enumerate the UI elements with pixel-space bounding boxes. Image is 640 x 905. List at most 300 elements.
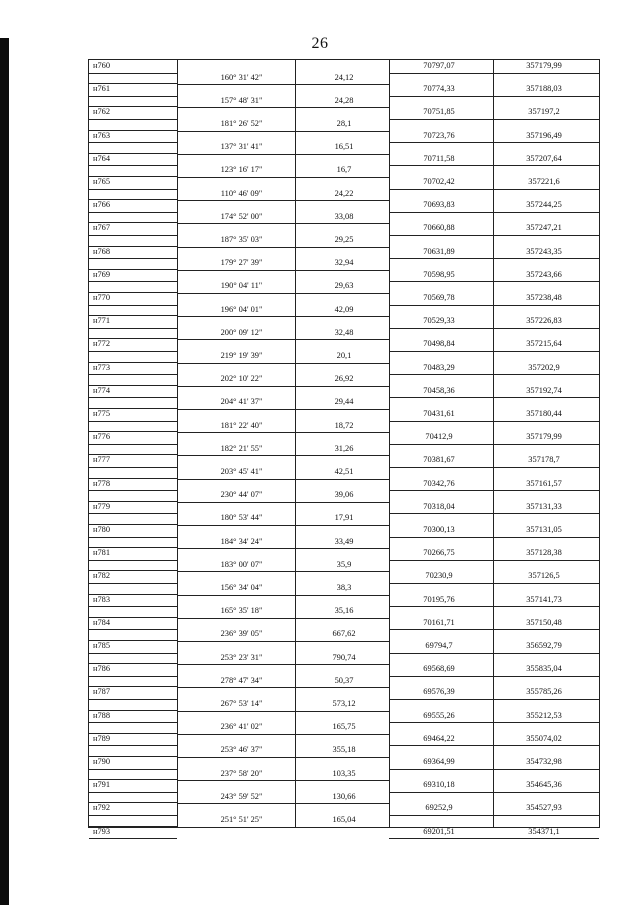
- row-divider: [89, 83, 177, 84]
- point-id: н772: [93, 339, 111, 349]
- row-divider: [389, 73, 599, 74]
- coord-x: 70230,9: [425, 571, 453, 581]
- row-divider: [389, 676, 599, 677]
- row-divider: [89, 315, 177, 316]
- point-id: н787: [93, 687, 111, 697]
- row-divider: [177, 548, 389, 549]
- segment-length: 35,9: [336, 559, 352, 569]
- row-divider: [389, 421, 599, 422]
- segment-length: 26,92: [334, 374, 354, 384]
- point-id: н793: [93, 826, 111, 836]
- coord-x: 70266,75: [423, 548, 455, 558]
- coord-x: 70458,36: [423, 385, 455, 395]
- coord-y: 355074,02: [526, 733, 562, 743]
- row-divider: [389, 467, 599, 468]
- segment-length: 16,7: [336, 165, 352, 175]
- row-divider: [389, 629, 599, 630]
- row-divider: [89, 385, 177, 386]
- row-divider: [89, 501, 177, 502]
- row-divider: [389, 235, 599, 236]
- coord-x: 70723,76: [423, 130, 455, 140]
- coord-y: 357244,25: [526, 200, 562, 210]
- coord-y: 355785,26: [526, 687, 562, 697]
- row-divider: [89, 722, 177, 723]
- coord-y: 357179,99: [526, 61, 562, 70]
- row-divider: [89, 142, 177, 143]
- point-id: н770: [93, 293, 111, 302]
- row-divider: [89, 212, 177, 213]
- direction-angle: 187° 35' 03": [220, 235, 263, 244]
- coord-y: 354645,36: [526, 780, 562, 790]
- row-divider: [89, 606, 177, 607]
- row-divider: [177, 455, 389, 456]
- point-id: н763: [93, 130, 111, 140]
- row-divider: [89, 547, 177, 548]
- coord-x: 69252,9: [425, 803, 453, 813]
- coord-y: 357238,48: [526, 293, 562, 302]
- direction-angle: 253° 46' 37": [220, 745, 263, 755]
- row-divider: [177, 131, 389, 132]
- row-divider: [389, 328, 599, 329]
- direction-angle: 184° 34' 24": [220, 536, 263, 546]
- row-divider: [389, 745, 599, 746]
- direction-angle: 190° 04' 11": [220, 281, 263, 291]
- direction-angle: 181° 22' 40": [220, 420, 263, 430]
- row-divider: [89, 235, 177, 236]
- point-id: н767: [93, 223, 111, 233]
- direction-angle: 165° 35' 18": [220, 606, 263, 616]
- coord-x: 70195,76: [423, 594, 455, 604]
- coord-x: 70381,67: [423, 455, 455, 465]
- coord-y: 354527,93: [526, 803, 562, 813]
- segment-length: 24,12: [334, 72, 354, 82]
- point-id: н784: [93, 617, 111, 627]
- row-divider: [177, 757, 389, 758]
- row-divider: [89, 629, 177, 630]
- row-divider: [89, 676, 177, 677]
- segment-length: 24,28: [334, 95, 354, 105]
- coord-y: 357226,83: [526, 316, 562, 326]
- direction-angle: 137° 31' 41": [220, 142, 263, 152]
- row-divider: [177, 803, 389, 804]
- row-divider: [89, 165, 177, 166]
- row-divider: [177, 339, 389, 340]
- segment-length: 24,22: [334, 188, 354, 198]
- point-id: н779: [93, 501, 111, 511]
- row-divider: [89, 421, 177, 422]
- point-id: н775: [93, 409, 111, 418]
- row-divider: [89, 513, 177, 514]
- segment-length: 20,1: [336, 351, 352, 360]
- segment-length: 39,06: [334, 490, 354, 500]
- row-divider: [389, 165, 599, 166]
- row-divider: [89, 583, 177, 584]
- segment-length: 29,44: [334, 397, 354, 407]
- point-id: н761: [93, 84, 111, 94]
- row-divider: [177, 641, 389, 642]
- row-divider: [177, 780, 389, 781]
- coord-x: 70412,9: [425, 432, 453, 442]
- row-divider: [89, 189, 177, 190]
- row-divider: [89, 653, 177, 654]
- row-divider: [389, 838, 599, 839]
- row-divider: [389, 119, 599, 120]
- coord-x: 70797,07: [423, 61, 455, 70]
- row-divider: [89, 119, 177, 120]
- segment-length: 33,08: [334, 211, 354, 221]
- segment-length: 35,16: [334, 606, 354, 616]
- coord-y: 357197,2: [528, 107, 560, 117]
- row-divider: [89, 826, 177, 827]
- direction-angle: 203° 45' 41": [220, 467, 263, 476]
- coord-x: 69310,18: [423, 780, 455, 790]
- row-divider: [177, 711, 389, 712]
- point-id: н769: [93, 269, 111, 279]
- row-divider: [89, 733, 177, 734]
- row-divider: [389, 444, 599, 445]
- point-id: н765: [93, 177, 111, 186]
- coord-x: 70774,33: [423, 84, 455, 94]
- coord-y: 357243,66: [526, 269, 562, 279]
- row-divider: [177, 84, 389, 85]
- point-id: н785: [93, 641, 111, 650]
- row-divider: [89, 444, 177, 445]
- row-divider: [89, 258, 177, 259]
- row-divider: [89, 269, 177, 270]
- row-divider: [89, 802, 177, 803]
- row-divider: [89, 73, 177, 74]
- segment-length: 18,72: [334, 420, 354, 430]
- segment-length: 17,91: [334, 513, 354, 523]
- row-divider: [89, 374, 177, 375]
- row-divider: [177, 432, 389, 433]
- coord-y: 357131,33: [526, 501, 562, 511]
- row-divider: [89, 305, 177, 306]
- point-id: н789: [93, 733, 111, 743]
- row-divider: [89, 686, 177, 687]
- coord-x: 70711,58: [423, 153, 455, 163]
- row-divider: [389, 374, 599, 375]
- row-divider: [389, 769, 599, 770]
- row-divider: [89, 699, 177, 700]
- row-divider: [89, 756, 177, 757]
- coord-x: 69464,22: [423, 733, 455, 743]
- segment-length: 130,66: [332, 791, 356, 801]
- row-divider: [389, 96, 599, 97]
- segment-length: 29,25: [334, 235, 354, 244]
- row-divider: [389, 189, 599, 190]
- row-divider: [89, 351, 177, 352]
- direction-angle: 196° 04' 01": [220, 304, 263, 314]
- row-divider: [389, 351, 599, 352]
- coord-x: 70598,95: [423, 269, 455, 279]
- row-divider: [89, 478, 177, 479]
- row-divider: [389, 653, 599, 654]
- row-divider: [89, 640, 177, 641]
- coord-y: 357141,73: [526, 594, 562, 604]
- coord-x: 70431,61: [423, 409, 455, 418]
- row-divider: [389, 281, 599, 282]
- point-id: н776: [93, 432, 111, 442]
- row-divider: [389, 258, 599, 259]
- direction-angle: 230° 44' 07": [220, 490, 263, 500]
- row-divider: [89, 96, 177, 97]
- row-divider: [89, 130, 177, 131]
- point-id: н792: [93, 803, 111, 813]
- row-divider: [389, 513, 599, 514]
- scan-edge-shadow: [0, 38, 9, 905]
- direction-angle: 160° 31' 42": [220, 72, 263, 82]
- row-divider: [389, 583, 599, 584]
- direction-angle: 236° 39' 05": [220, 629, 263, 639]
- row-divider: [177, 409, 389, 410]
- row-divider: [89, 222, 177, 223]
- point-id: н783: [93, 594, 111, 604]
- point-id: н786: [93, 664, 111, 674]
- row-divider: [89, 454, 177, 455]
- coord-x: 69794,7: [425, 641, 453, 650]
- row-divider: [389, 722, 599, 723]
- row-divider: [177, 223, 389, 224]
- row-divider: [177, 154, 389, 155]
- row-divider: [89, 246, 177, 247]
- direction-angle: 179° 27' 39": [220, 258, 263, 268]
- direction-angle: 253° 23' 31": [220, 652, 263, 662]
- coord-y: 357202,9: [528, 362, 560, 372]
- coord-y: 357215,64: [526, 339, 562, 349]
- coord-y: 354732,98: [526, 757, 562, 766]
- coord-x: 69201,51: [423, 826, 455, 836]
- row-divider: [177, 525, 389, 526]
- segment-length: 165,04: [332, 815, 356, 824]
- segment-length: 573,12: [332, 699, 356, 708]
- coord-x: 70693,83: [423, 200, 455, 210]
- row-divider: [89, 338, 177, 339]
- row-divider: [89, 838, 177, 839]
- segment-length: 38,3: [336, 583, 352, 592]
- coord-y: 357207,64: [526, 153, 562, 163]
- row-divider: [177, 316, 389, 317]
- direction-angle: 110° 46' 09": [220, 188, 263, 198]
- row-divider: [89, 537, 177, 538]
- row-divider: [89, 490, 177, 491]
- segment-length: 667,62: [332, 629, 356, 639]
- direction-angle: 267° 53' 14": [220, 699, 263, 708]
- row-divider: [89, 362, 177, 363]
- row-divider: [89, 792, 177, 793]
- row-divider: [177, 734, 389, 735]
- segment-length: 32,48: [334, 327, 354, 337]
- row-divider: [389, 815, 599, 816]
- row-divider: [89, 328, 177, 329]
- row-divider: [89, 176, 177, 177]
- direction-angle: 156° 34' 04": [220, 583, 263, 592]
- row-divider: [177, 664, 389, 665]
- coord-y: 357243,35: [526, 246, 562, 256]
- point-id: н773: [93, 362, 111, 372]
- row-divider: [89, 745, 177, 746]
- segment-length: 103,35: [332, 768, 356, 778]
- row-divider: [89, 617, 177, 618]
- row-divider: [89, 397, 177, 398]
- row-divider: [389, 212, 599, 213]
- direction-angle: 174° 52' 00": [220, 211, 263, 221]
- segment-length: 28,1: [336, 119, 352, 128]
- row-divider: [89, 560, 177, 561]
- row-divider: [177, 595, 389, 596]
- coord-y: 357150,48: [526, 617, 562, 627]
- coord-y: 355212,53: [526, 710, 562, 720]
- coord-y: 356592,79: [526, 641, 562, 650]
- coord-x: 69568,69: [423, 664, 455, 674]
- coord-y: 357192,74: [526, 385, 562, 395]
- direction-angle: 202° 10' 22": [220, 374, 263, 384]
- coord-x: 70483,29: [423, 362, 455, 372]
- coord-y: 357179,99: [526, 432, 562, 442]
- direction-angle: 251° 51' 25": [220, 815, 263, 824]
- coord-y: 357188,03: [526, 84, 562, 94]
- coord-x: 70631,89: [423, 246, 455, 256]
- row-divider: [177, 827, 389, 828]
- point-id: н781: [93, 548, 111, 558]
- coord-x: 70751,85: [423, 107, 455, 117]
- coord-x: 69364,99: [423, 757, 455, 766]
- row-divider: [89, 663, 177, 664]
- row-divider: [89, 408, 177, 409]
- point-id: н790: [93, 757, 111, 766]
- coord-y: 357247,21: [526, 223, 562, 233]
- row-divider: [89, 199, 177, 200]
- row-divider: [389, 397, 599, 398]
- direction-angle: 182° 21' 55": [220, 443, 263, 453]
- row-divider: [389, 560, 599, 561]
- segment-length: 31,26: [334, 443, 354, 453]
- row-divider: [177, 571, 389, 572]
- row-divider: [177, 107, 389, 108]
- row-divider: [389, 490, 599, 491]
- row-divider: [177, 502, 389, 503]
- row-divider: [89, 769, 177, 770]
- direction-angle: 237° 58' 20": [220, 768, 263, 778]
- row-divider: [89, 153, 177, 154]
- direction-angle: 183° 00' 07": [220, 559, 263, 569]
- row-divider: [177, 177, 389, 178]
- row-divider: [89, 292, 177, 293]
- direction-angle: 123° 16' 17": [220, 165, 263, 175]
- column-divider: [177, 60, 178, 827]
- row-divider: [89, 524, 177, 525]
- coord-x: 70498,84: [423, 339, 455, 349]
- row-divider: [389, 142, 599, 143]
- coord-x: 70660,88: [423, 223, 455, 233]
- coord-x: 70702,42: [423, 177, 455, 186]
- point-id: н768: [93, 246, 111, 256]
- row-divider: [177, 270, 389, 271]
- segment-length: 29,63: [334, 281, 354, 291]
- coordinates-table: [88, 59, 600, 836]
- coord-y: 357126,5: [528, 571, 560, 581]
- point-id: н780: [93, 525, 111, 534]
- segment-length: 32,94: [334, 258, 354, 268]
- row-divider: [177, 293, 389, 294]
- coord-y: 357196,49: [526, 130, 562, 140]
- coord-y: 357128,38: [526, 548, 562, 558]
- row-divider: [89, 710, 177, 711]
- page-number: 26: [311, 35, 329, 52]
- row-divider: [177, 687, 389, 688]
- direction-angle: 219° 19' 39": [220, 351, 263, 360]
- row-divider: [89, 281, 177, 282]
- row-divider: [89, 815, 177, 816]
- row-divider: [89, 431, 177, 432]
- point-id: н762: [93, 107, 111, 117]
- coord-x: 70161,71: [423, 617, 455, 627]
- direction-angle: 180° 53' 44": [220, 513, 263, 523]
- point-id: н788: [93, 710, 111, 720]
- row-divider: [89, 467, 177, 468]
- row-divider: [177, 618, 389, 619]
- direction-angle: 278° 47' 34": [220, 675, 263, 685]
- row-divider: [389, 305, 599, 306]
- row-divider: [389, 699, 599, 700]
- row-divider: [89, 594, 177, 595]
- row-divider: [177, 247, 389, 248]
- coord-x: 70300,13: [423, 525, 455, 534]
- row-divider: [389, 792, 599, 793]
- coord-x: 70569,78: [423, 293, 455, 302]
- coord-y: 357178,7: [528, 455, 560, 465]
- segment-length: 355,18: [332, 745, 356, 755]
- segment-length: 165,75: [332, 722, 356, 732]
- point-id: н778: [93, 478, 111, 488]
- point-id: н777: [93, 455, 111, 465]
- coord-y: 357221,6: [528, 177, 560, 186]
- segment-length: 50,37: [334, 675, 354, 685]
- coord-y: 357161,57: [526, 478, 562, 488]
- point-id: н764: [93, 153, 111, 163]
- coord-y: 357131,05: [526, 525, 562, 534]
- point-id: н782: [93, 571, 111, 581]
- coord-x: 69555,26: [423, 710, 455, 720]
- direction-angle: 204° 41' 37": [220, 397, 263, 407]
- point-id: н791: [93, 780, 111, 790]
- segment-length: 42,51: [334, 467, 354, 476]
- direction-angle: 243° 59' 52": [220, 791, 263, 801]
- segment-length: 42,09: [334, 304, 354, 314]
- row-divider: [177, 200, 389, 201]
- segment-length: 33,49: [334, 536, 354, 546]
- direction-angle: 200° 09' 12": [220, 327, 263, 337]
- coord-x: 70342,76: [423, 478, 455, 488]
- row-divider: [389, 537, 599, 538]
- point-id: н760: [93, 61, 111, 70]
- coord-y: 354371,1: [528, 826, 560, 836]
- row-divider: [89, 779, 177, 780]
- row-divider: [177, 479, 389, 480]
- coord-x: 70318,04: [423, 501, 455, 511]
- coord-x: 70529,33: [423, 316, 455, 326]
- direction-angle: 236° 41' 02": [220, 722, 263, 732]
- point-id: н774: [93, 385, 111, 395]
- row-divider: [89, 106, 177, 107]
- direction-angle: 157° 48' 31": [220, 95, 263, 105]
- point-id: н771: [93, 316, 111, 326]
- row-divider: [177, 363, 389, 364]
- coord-y: 357180,44: [526, 409, 562, 418]
- coord-x: 69576,39: [423, 687, 455, 697]
- row-divider: [177, 386, 389, 387]
- coord-y: 355835,04: [526, 664, 562, 674]
